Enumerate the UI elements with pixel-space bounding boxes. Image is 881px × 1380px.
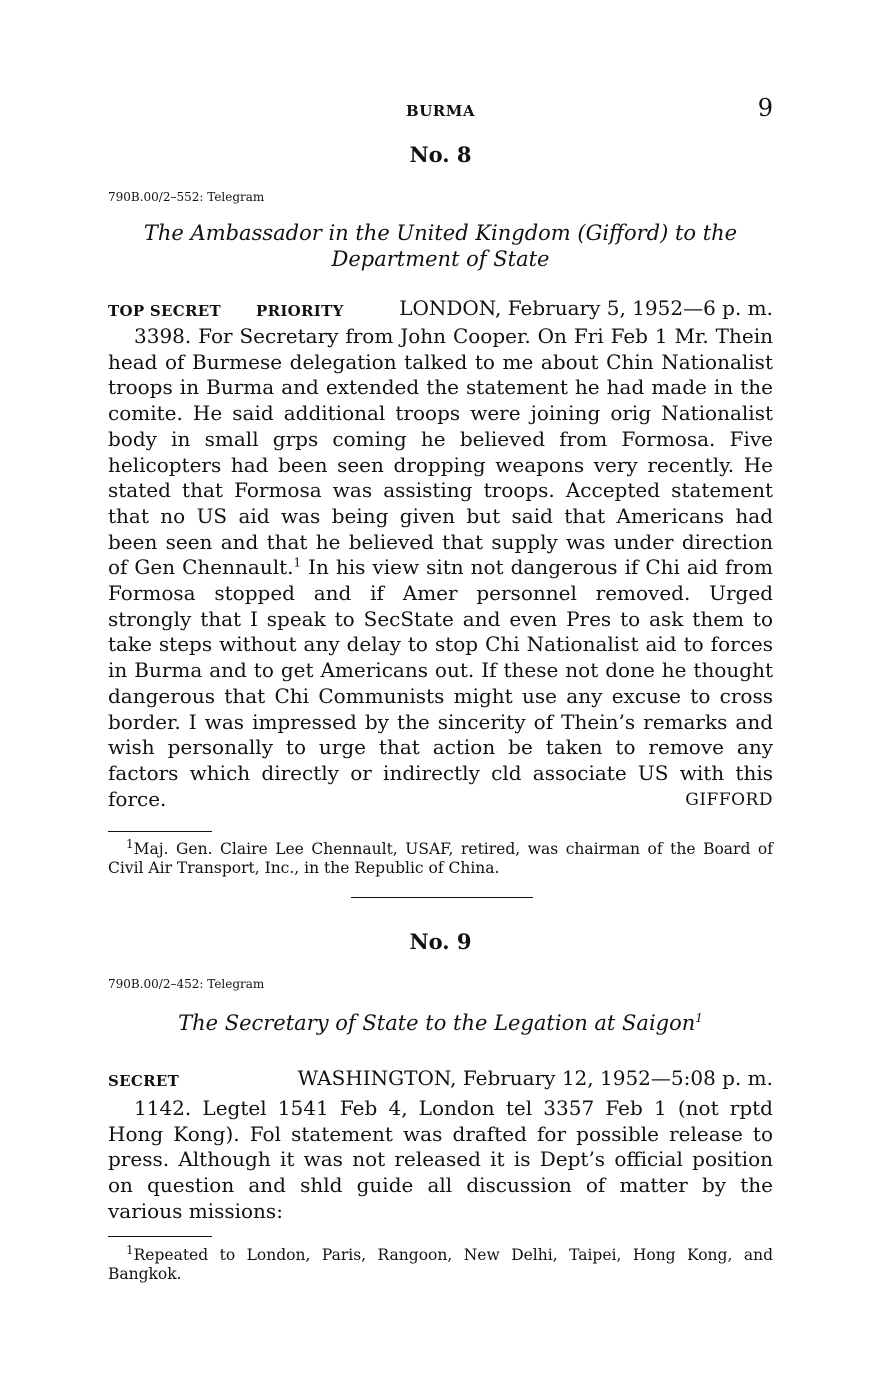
file-reference: 790B.00/2–452: Telegram xyxy=(108,977,265,991)
running-head: BURMA xyxy=(406,102,475,120)
document-number: No. 9 xyxy=(409,929,472,954)
footnote-marker: 1 xyxy=(126,836,134,851)
section-divider xyxy=(351,897,533,898)
file-reference: 790B.00/2–552: Telegram xyxy=(108,190,265,204)
footnote-rule xyxy=(108,1236,212,1237)
footnote-reference: 1 xyxy=(695,1011,703,1025)
classification-marking: SECRET xyxy=(108,1072,180,1090)
footnote-rule xyxy=(108,831,212,832)
classification-line xyxy=(108,292,773,320)
document-title xyxy=(108,220,773,272)
dateline: LONDON, February 5, 1952—6 p. m. xyxy=(399,296,773,320)
page-number: 9 xyxy=(757,94,773,122)
document-title xyxy=(108,1010,773,1036)
footnote-marker: 1 xyxy=(126,1242,134,1257)
telegram-body xyxy=(108,324,773,812)
document-title-line: The Ambassador in the United Kingdom (Gifford) to the xyxy=(143,221,738,245)
footnote xyxy=(108,1242,773,1284)
document-title-line: Department of State xyxy=(331,247,550,271)
classification-marking: TOP SECRET xyxy=(108,302,221,320)
telegram-body-text: In his view sitn not dangerous if Chi aid from Formosa stopped and if Amer personnel removed. Urged strongly that I speak to SecState and even Pres to ask them to take steps without any delay to stop Chi Nationalist aid to forces in Burma and to get Americans out. If these not done he thought dangerous that Chi Communists might use any excuse to cross border. I was impressed by the sincerity of Thein’s remarks and wish personally to urge that action be taken to remove any factors which directly or indirectly cld associate US with this force. xyxy=(108,555,774,811)
footnote-reference: 1 xyxy=(293,555,302,570)
signature: GIFFORD xyxy=(685,790,773,810)
footnote-text: Repeated to London, Paris, Rangoon, New Delhi, Taipei, Hong Kong, and Bangkok. xyxy=(108,1246,773,1283)
priority-marking: PRIORITY xyxy=(256,302,344,320)
footnote-text: Maj. Gen. Claire Lee Chennault, USAF, retired, was chairman of the Board of Civil Air Transport, Inc., in the Republic of China. xyxy=(108,840,773,877)
dateline: WASHINGTON, February 12, 1952—5:08 p. m. xyxy=(297,1066,773,1090)
telegram-body-text: 3398. For Secretary from John Cooper. On Fri Feb 1 Mr. Thein head of Burmese delegation talked to me about Chin Nationalist troops in Burma and extended the statement he had made in the comite. He said additional troops were joining orig Nationalist body in small grps coming he believed from Formosa. Five helicopters had been seen dropping weapons very recently. He stated that Formosa was assisting troops. Accepted statement that no US aid was being given but said that Americans had been seen and that he believed that supply was under direction of Gen Chennault. xyxy=(108,324,773,580)
telegram-body: 1142. Legtel 1541 Feb 4, London tel 3357 Feb 1 (not rptd Hong Kong). Fol statement was drafted for possible release to press. Although it was not released it is Dept’s official position on question and shld guide all discussion of matter by the various missions: xyxy=(108,1096,773,1223)
document-title-text: The Secretary of State to the Legation at Saigon xyxy=(178,1011,696,1035)
classification-line xyxy=(108,1062,773,1090)
document-number: No. 8 xyxy=(409,142,472,167)
footnote xyxy=(108,836,773,878)
